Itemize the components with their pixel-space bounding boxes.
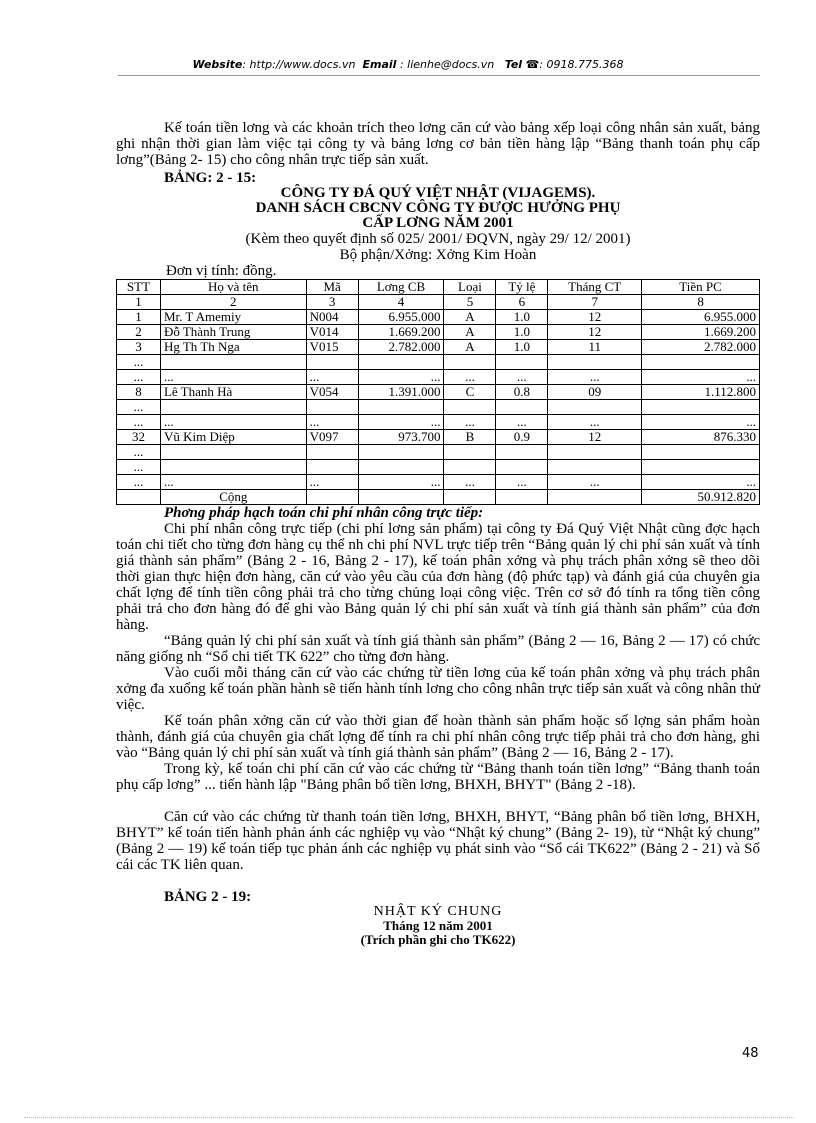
col-header: Họ và tên — [160, 280, 306, 295]
table-cell: 6.955.000 — [358, 310, 444, 325]
total-value: 50.912.820 — [642, 490, 760, 505]
table-row — [117, 460, 760, 475]
table-cell: 12 — [548, 430, 642, 445]
table-cell — [642, 460, 760, 475]
table-cell — [642, 400, 760, 415]
table-row — [117, 340, 760, 355]
allowance-table — [116, 279, 760, 505]
table-cell — [306, 445, 358, 460]
table-cell: ... — [444, 475, 496, 490]
table-cell: 2.782.000 — [642, 340, 760, 355]
col-header: Loại — [444, 280, 496, 295]
tel-value: : 0918.775.368 — [539, 58, 624, 71]
table-cell: 1.669.200 — [642, 325, 760, 340]
table-cell: ... — [117, 400, 161, 415]
table-cell — [496, 460, 548, 475]
total-label: Cộng — [160, 490, 306, 505]
decision-note: (Kèm theo quyết định số 025/ 2001/ ĐQVN, ngày 29/ 12/ 2001) — [245, 231, 631, 247]
table-cell: ... — [160, 415, 306, 430]
phone-icon: ☎ — [525, 58, 540, 71]
table-cell: 1.0 — [496, 310, 548, 325]
table-cell: 0.8 — [496, 385, 548, 400]
table-cell: V014 — [306, 325, 358, 340]
table-row — [117, 355, 760, 370]
table1-title — [116, 186, 760, 231]
email-value: : lienhe@docs.vn — [399, 58, 495, 71]
table-row — [117, 370, 760, 385]
table-cell: ... — [306, 415, 358, 430]
table-row — [117, 430, 760, 445]
body-paragraph: Trong kỳ, kế toán chi phí căn cứ vào các chứng từ “Bảng thanh toán tiền lơng” “Bảng thanh toán phụ cấp lơng” ... tiến hành lập "Bảng phân bổ tiền lơng, BHXH, BHYT" (Bảng 2 -18). — [116, 761, 760, 793]
col-number: 3 — [306, 295, 358, 310]
table-cell: ... — [117, 355, 161, 370]
table-cell: Đỗ Thành Trung — [160, 325, 306, 340]
table-cell: ... — [444, 370, 496, 385]
table-cell: 12 — [548, 325, 642, 340]
page-header — [0, 58, 816, 71]
table2-subtitle: Tháng 12 năm 2001 — [383, 918, 493, 933]
page-content — [116, 120, 760, 947]
table-cell: 876.330 — [642, 430, 760, 445]
body-paragraph: Kế toán phân xởng căn cứ vào thời gian để hoàn thành sản phẩm hoặc số lợng sản phẩm hoàn thành, đánh giá của chuyên gia chất lợng để tính ra chi phí nhân công trực tiếp phải trả cho đơn hàng, ghi vào “Bảng quản lý chi phí sản xuất và tính giá thành sản phẩm” (Bảng 2 — 16, Bảng 2 - 17). — [116, 713, 760, 761]
table-cell — [548, 460, 642, 475]
table-cell: ... — [642, 370, 760, 385]
table-row — [117, 325, 760, 340]
body-paragraph: “Bảng quản lý chi phí sản xuất và tính giá thành sản phẩm” (Bảng 2 — 16, Bảng 2 — 17) có chức năng giống nh “Sổ chi tiết TK 622” cho từng đơn hàng. — [116, 633, 760, 665]
table1-title-line1: DANH SÁCH CBCNV CÔNG TY ĐƯỢC HƯỞNG PHỤ — [255, 200, 621, 216]
body-paragraph: Vào cuối mỗi tháng căn cứ vào các chứng từ tiền lơng của kế toán phân xởng và phụ trách phân xởng đa xuống kế toán phần hành sẽ tiến hành tính lơng cho công nhân trực tiếp sản xuất và công nhân thử việc. — [116, 665, 760, 713]
table-cell: ... — [358, 475, 444, 490]
table-cell — [160, 460, 306, 475]
body-paragraph: Chi phí nhân công trực tiếp (chi phí lơng sản phẩm) tại công ty Đá Quý Việt Nhật cũng đợc hạch toán chi tiết cho từng đơn hàng cụ thể nh chi phí NVL trực tiếp trên “Bảng quản lý chi phí sản xuất và tính giá thành sản phẩm” (Bảng 2 - 16, Bảng 2 - 17), kế toán phân xởng và phụ trách phân xởng sẽ theo dõi thời gian thực hiện đơn hàng, căn cứ vào yêu cầu của đơn hàng (độ phức tạp) và đánh giá của chuyên gia chất lợng để tính tiền công phải trả cho từng chủng loại công việc. Trên cơ sở đó tính ra tổng tiền công phải trả cho đơn hàng đó để ghi vào Bảng quản lý chi phí sản xuất và tính giá thành sản phẩm” của đơn hàng. — [116, 521, 760, 633]
table-cell: 3 — [117, 340, 161, 355]
col-number: 2 — [160, 295, 306, 310]
section-heading: Phơng pháp hạch toán chi phí nhân công trực tiếp: — [164, 505, 484, 521]
table-cell: ... — [642, 475, 760, 490]
total-empty — [496, 490, 548, 505]
table-cell: 1 — [117, 310, 161, 325]
col-number: 4 — [358, 295, 444, 310]
table-cell — [358, 445, 444, 460]
table-cell: ... — [496, 415, 548, 430]
table-cell — [496, 445, 548, 460]
table-cell: Vũ Kim Diệp — [160, 430, 306, 445]
table-cell: 6.955.000 — [642, 310, 760, 325]
table-row — [117, 310, 760, 325]
tel-label: Tel — [504, 58, 523, 71]
table-row — [117, 415, 760, 430]
col-number: 1 — [117, 295, 161, 310]
table-cell: 12 — [548, 310, 642, 325]
table-cell — [496, 400, 548, 415]
col-number: 6 — [496, 295, 548, 310]
table-cell: ... — [117, 460, 161, 475]
table-header-row — [117, 280, 760, 295]
table2-label: BẢNG 2 - 19: — [164, 889, 252, 905]
table-cell: V015 — [306, 340, 358, 355]
table-cell: 8 — [117, 385, 161, 400]
table-cell: ... — [306, 475, 358, 490]
table-row — [117, 445, 760, 460]
table-cell: N004 — [306, 310, 358, 325]
col-header: Tháng CT — [548, 280, 642, 295]
table2-note: (Trích phần ghi cho TK622) — [360, 932, 516, 947]
total-empty — [548, 490, 642, 505]
table-row — [117, 475, 760, 490]
col-header: Tiền PC — [642, 280, 760, 295]
table-cell — [642, 445, 760, 460]
table-cell: ... — [358, 370, 444, 385]
table-cell: ... — [117, 370, 161, 385]
total-stt — [117, 490, 161, 505]
table-cell — [548, 400, 642, 415]
website-value: : http://www.docs.vn — [242, 58, 356, 71]
table-cell — [160, 445, 306, 460]
table-row — [117, 385, 760, 400]
col-header: Tỷ lệ — [496, 280, 548, 295]
table1-label: BẢNG: 2 - 15: — [164, 170, 257, 186]
unit-note: Đơn vị tính: đồng. — [166, 263, 277, 279]
table-cell: Mr. T Amemiy — [160, 310, 306, 325]
col-header: STT — [117, 280, 161, 295]
email-label: Email — [362, 58, 397, 71]
table-cell: 1.669.200 — [358, 325, 444, 340]
table-cell — [444, 355, 496, 370]
table-cell: ... — [548, 475, 642, 490]
table-cell: 1.391.000 — [358, 385, 444, 400]
table-cell: 973.700 — [358, 430, 444, 445]
table-cell — [306, 400, 358, 415]
table-cell: 1.112.800 — [642, 385, 760, 400]
table-cell: ... — [444, 415, 496, 430]
table-cell — [358, 400, 444, 415]
intro-paragraph: Kế toán tiền lơng và các khoản trích theo lơng căn cứ vào bảng xếp loại công nhân sản xuất, bảng ghi nhận thời gian làm việc tại công ty và bảng lơng cơ bản tiền hàng lập “Bảng thanh toán phụ cấp lơng”(Bảng 2- 15) cho công nhân trực tiếp sản xuất. — [116, 120, 760, 168]
table-cell: 32 — [117, 430, 161, 445]
table-cell: 2 — [117, 325, 161, 340]
table-cell — [444, 445, 496, 460]
total-empty — [444, 490, 496, 505]
column-number-row — [117, 295, 760, 310]
col-header: Lơng CB — [358, 280, 444, 295]
table-cell — [444, 460, 496, 475]
table-cell: ... — [160, 475, 306, 490]
total-empty — [358, 490, 444, 505]
col-number: 5 — [444, 295, 496, 310]
table-cell — [160, 400, 306, 415]
header-divider — [118, 75, 760, 76]
table-cell: V097 — [306, 430, 358, 445]
department: Bộ phận/Xởng: Xởng Kim Hoàn — [339, 247, 537, 263]
table-cell: ... — [496, 370, 548, 385]
table1-title-line2: CẤP LƠNG NĂM 2001 — [362, 215, 514, 231]
table2-title: NHẬT KÝ CHUNG — [373, 904, 503, 919]
table-cell: V054 — [306, 385, 358, 400]
total-empty — [306, 490, 358, 505]
col-header: Mã — [306, 280, 358, 295]
table-cell: 1.0 — [496, 340, 548, 355]
page-number: 48 — [742, 1046, 759, 1061]
table-cell — [548, 445, 642, 460]
table-cell: ... — [496, 475, 548, 490]
table-cell: B — [444, 430, 496, 445]
table-cell: ... — [117, 475, 161, 490]
table-cell: 11 — [548, 340, 642, 355]
table-cell — [358, 355, 444, 370]
table-cell: ... — [358, 415, 444, 430]
table-cell: ... — [548, 415, 642, 430]
table-cell — [358, 460, 444, 475]
table-cell — [496, 355, 548, 370]
table-cell: A — [444, 310, 496, 325]
table-cell — [642, 355, 760, 370]
table-cell: ... — [117, 445, 161, 460]
table-cell — [306, 355, 358, 370]
table-cell: C — [444, 385, 496, 400]
footer-divider — [24, 1117, 794, 1118]
table-cell: ... — [117, 415, 161, 430]
col-number: 7 — [548, 295, 642, 310]
table-cell: ... — [160, 370, 306, 385]
table-cell: 09 — [548, 385, 642, 400]
body-paragraph: Căn cứ vào các chứng từ thanh toán tiền lơng, BHXH, BHYT, “Bảng phân bổ tiền lơng, BHXH, BHYT” kế toán tiến hành phản ánh các nghiệp vụ vào “Nhật ký chung” (Bảng 2- 19), từ “Nhật ký chung” (Bảng 2 — 19) kế toán tiếp tục phản ánh các nghiệp vụ phát sinh vào “Sổ cái TK622” (Bảng 2 - 21) và Sổ cái các TK liên quan. — [116, 809, 760, 873]
table-cell — [444, 400, 496, 415]
table-cell: ... — [306, 370, 358, 385]
col-number: 8 — [642, 295, 760, 310]
table-cell: 0.9 — [496, 430, 548, 445]
table-row — [117, 400, 760, 415]
table-cell: ... — [642, 415, 760, 430]
table-cell: Lê Thanh Hà — [160, 385, 306, 400]
table-cell: A — [444, 340, 496, 355]
total-row — [117, 490, 760, 505]
table-cell — [548, 355, 642, 370]
table-cell: A — [444, 325, 496, 340]
table-cell: ... — [548, 370, 642, 385]
table-cell — [160, 355, 306, 370]
table-cell: Hg Th Th Nga — [160, 340, 306, 355]
website-label: Website — [192, 58, 243, 71]
table-cell: 1.0 — [496, 325, 548, 340]
company-name: CÔNG TY ĐÁ QUÝ VIỆT NHẬT (VIJAGEMS). — [280, 185, 596, 201]
table-cell — [306, 460, 358, 475]
table-cell: 2.782.000 — [358, 340, 444, 355]
